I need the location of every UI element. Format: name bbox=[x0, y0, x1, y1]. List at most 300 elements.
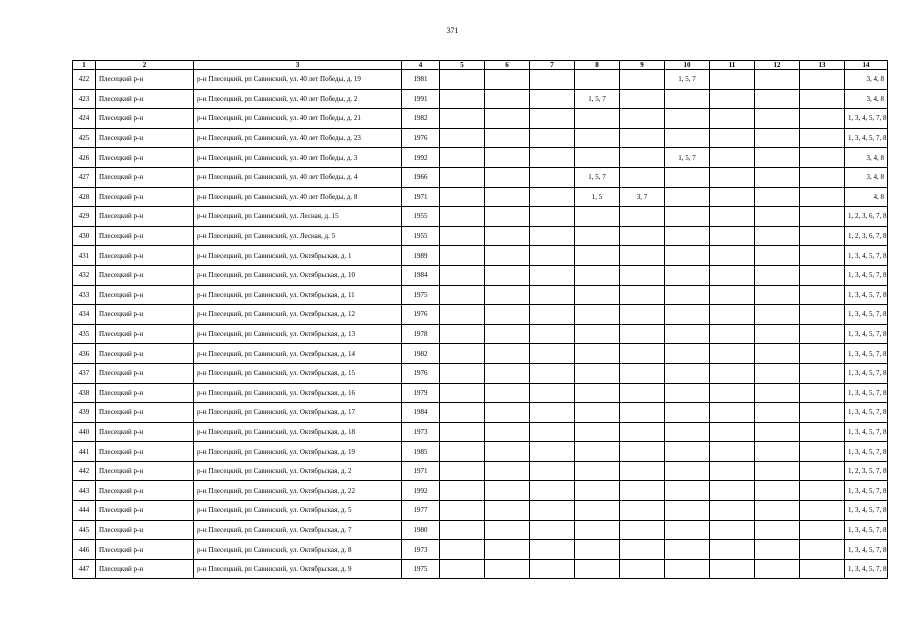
col6-cell bbox=[485, 540, 530, 560]
col13-cell bbox=[800, 207, 845, 227]
col13-cell bbox=[800, 461, 845, 481]
col11-cell bbox=[710, 403, 755, 423]
col10-cell bbox=[665, 89, 710, 109]
district-cell: Плесецкий р-н bbox=[96, 265, 194, 285]
col14-cell: 1, 3, 4, 5, 7, 8 bbox=[845, 109, 888, 129]
col5-cell bbox=[440, 324, 485, 344]
col14-cell: 1, 2, 3, 6, 7, 8 bbox=[845, 226, 888, 246]
col8-cell: 1, 5 bbox=[575, 187, 620, 207]
col12-cell bbox=[755, 70, 800, 90]
table-row bbox=[73, 422, 888, 442]
district-cell: Плесецкий р-н bbox=[96, 344, 194, 364]
table-row bbox=[73, 285, 888, 305]
col12-cell bbox=[755, 559, 800, 579]
row-number-cell: 442 bbox=[73, 461, 96, 481]
col6-cell bbox=[485, 344, 530, 364]
col6-cell bbox=[485, 324, 530, 344]
col12-cell bbox=[755, 540, 800, 560]
col13-cell bbox=[800, 265, 845, 285]
year-cell: 1982 bbox=[402, 109, 440, 129]
col13-cell bbox=[800, 70, 845, 90]
col9-cell bbox=[620, 520, 665, 540]
col8-cell bbox=[575, 559, 620, 579]
registry-table bbox=[72, 60, 888, 579]
row-number-cell: 425 bbox=[73, 128, 96, 148]
address-cell: р-н Плесецкий, рп Савинский, ул. Октябрьская, д. 18 bbox=[194, 422, 402, 442]
col6-cell bbox=[485, 285, 530, 305]
col8-cell bbox=[575, 344, 620, 364]
district-cell: Плесецкий р-н bbox=[96, 403, 194, 423]
col5-cell bbox=[440, 383, 485, 403]
address-cell: р-н Плесецкий, рп Савинский, ул. Октябрьская, д. 12 bbox=[194, 305, 402, 325]
col14-cell: 3, 4, 8 bbox=[845, 70, 888, 90]
col8-cell bbox=[575, 226, 620, 246]
col14-cell: 1, 3, 4, 5, 7, 8 bbox=[845, 363, 888, 383]
col9-cell bbox=[620, 540, 665, 560]
col9-cell bbox=[620, 344, 665, 364]
col10-cell: 1, 5, 7 bbox=[665, 148, 710, 168]
col13-cell bbox=[800, 167, 845, 187]
col10-cell bbox=[665, 383, 710, 403]
col9-cell bbox=[620, 501, 665, 521]
col11-cell bbox=[710, 187, 755, 207]
col6-cell bbox=[485, 501, 530, 521]
year-cell: 1978 bbox=[402, 324, 440, 344]
col12-cell bbox=[755, 383, 800, 403]
col7-cell bbox=[530, 128, 575, 148]
district-cell: Плесецкий р-н bbox=[96, 246, 194, 266]
col5-cell bbox=[440, 442, 485, 462]
row-number-cell: 435 bbox=[73, 324, 96, 344]
column-header: 6 bbox=[485, 61, 530, 70]
col9-cell bbox=[620, 207, 665, 227]
row-number-cell: 429 bbox=[73, 207, 96, 227]
year-cell: 1992 bbox=[402, 481, 440, 501]
district-cell: Плесецкий р-н bbox=[96, 520, 194, 540]
district-cell: Плесецкий р-н bbox=[96, 305, 194, 325]
address-cell: р-н Плесецкий, рп Савинский, ул. Лесная, д. 5 bbox=[194, 226, 402, 246]
district-cell: Плесецкий р-н bbox=[96, 167, 194, 187]
year-cell: 1982 bbox=[402, 344, 440, 364]
col12-cell bbox=[755, 461, 800, 481]
col14-cell: 1, 3, 4, 5, 7, 8 bbox=[845, 501, 888, 521]
col11-cell bbox=[710, 559, 755, 579]
col7-cell bbox=[530, 109, 575, 129]
column-header: 9 bbox=[620, 61, 665, 70]
col13-cell bbox=[800, 246, 845, 266]
year-cell: 1966 bbox=[402, 167, 440, 187]
district-cell: Плесецкий р-н bbox=[96, 285, 194, 305]
col11-cell bbox=[710, 461, 755, 481]
col7-cell bbox=[530, 265, 575, 285]
table-row bbox=[73, 403, 888, 423]
district-cell: Плесецкий р-н bbox=[96, 422, 194, 442]
col12-cell bbox=[755, 344, 800, 364]
col12-cell bbox=[755, 109, 800, 129]
col12-cell bbox=[755, 167, 800, 187]
table-row bbox=[73, 246, 888, 266]
col9-cell bbox=[620, 383, 665, 403]
row-number-cell: 428 bbox=[73, 187, 96, 207]
row-number-cell: 423 bbox=[73, 89, 96, 109]
col5-cell bbox=[440, 559, 485, 579]
address-cell: р-н Плесецкий, рп Савинский, ул. 40 лет Победы, д. 3 bbox=[194, 148, 402, 168]
column-header: 5 bbox=[440, 61, 485, 70]
col12-cell bbox=[755, 363, 800, 383]
col9-cell bbox=[620, 403, 665, 423]
col11-cell bbox=[710, 285, 755, 305]
col10-cell bbox=[665, 285, 710, 305]
col11-cell bbox=[710, 70, 755, 90]
year-cell: 1980 bbox=[402, 520, 440, 540]
table-row bbox=[73, 109, 888, 129]
col14-cell: 1, 3, 4, 5, 7, 8 bbox=[845, 246, 888, 266]
col8-cell bbox=[575, 481, 620, 501]
col13-cell bbox=[800, 403, 845, 423]
col5-cell bbox=[440, 540, 485, 560]
col6-cell bbox=[485, 148, 530, 168]
row-number-cell: 447 bbox=[73, 559, 96, 579]
col9-cell bbox=[620, 109, 665, 129]
address-cell: р-н Плесецкий, рп Савинский, ул. Октябрьская, д. 22 bbox=[194, 481, 402, 501]
col11-cell bbox=[710, 501, 755, 521]
col5-cell bbox=[440, 305, 485, 325]
year-cell: 1955 bbox=[402, 207, 440, 227]
row-number-cell: 427 bbox=[73, 167, 96, 187]
row-number-cell: 443 bbox=[73, 481, 96, 501]
district-cell: Плесецкий р-н bbox=[96, 559, 194, 579]
year-cell: 1992 bbox=[402, 148, 440, 168]
col7-cell bbox=[530, 461, 575, 481]
col13-cell bbox=[800, 501, 845, 521]
col14-cell: 1, 3, 4, 5, 7, 8 bbox=[845, 128, 888, 148]
col10-cell bbox=[665, 167, 710, 187]
col11-cell bbox=[710, 148, 755, 168]
row-number-cell: 430 bbox=[73, 226, 96, 246]
address-cell: р-н Плесецкий, рп Савинский, ул. Октябрьская, д. 17 bbox=[194, 403, 402, 423]
row-number-cell: 433 bbox=[73, 285, 96, 305]
table-row bbox=[73, 559, 888, 579]
table-row bbox=[73, 520, 888, 540]
year-cell: 1971 bbox=[402, 187, 440, 207]
col5-cell bbox=[440, 285, 485, 305]
col8-cell bbox=[575, 109, 620, 129]
col11-cell bbox=[710, 305, 755, 325]
col8-cell bbox=[575, 207, 620, 227]
col12-cell bbox=[755, 324, 800, 344]
table-row bbox=[73, 207, 888, 227]
col9-cell bbox=[620, 422, 665, 442]
col8-cell: 1, 5, 7 bbox=[575, 89, 620, 109]
col9-cell bbox=[620, 305, 665, 325]
col8-cell bbox=[575, 305, 620, 325]
row-number-cell: 422 bbox=[73, 70, 96, 90]
col13-cell bbox=[800, 540, 845, 560]
year-cell: 1975 bbox=[402, 285, 440, 305]
address-cell: р-н Плесецкий, рп Савинский, ул. Октябрьская, д. 14 bbox=[194, 344, 402, 364]
col8-cell bbox=[575, 246, 620, 266]
col6-cell bbox=[485, 187, 530, 207]
column-header: 13 bbox=[800, 61, 845, 70]
address-cell: р-н Плесецкий, рп Савинский, ул. Лесная, д. 15 bbox=[194, 207, 402, 227]
col11-cell bbox=[710, 520, 755, 540]
col10-cell bbox=[665, 540, 710, 560]
table-row bbox=[73, 128, 888, 148]
col6-cell bbox=[485, 70, 530, 90]
col12-cell bbox=[755, 246, 800, 266]
address-cell: р-н Плесецкий, рп Савинский, ул. 40 лет Победы, д. 8 bbox=[194, 187, 402, 207]
col14-cell: 3, 4, 8 bbox=[845, 89, 888, 109]
col5-cell bbox=[440, 187, 485, 207]
col14-cell: 3, 4, 8 bbox=[845, 167, 888, 187]
col9-cell bbox=[620, 89, 665, 109]
col10-cell bbox=[665, 265, 710, 285]
col11-cell bbox=[710, 481, 755, 501]
col5-cell bbox=[440, 363, 485, 383]
col6-cell bbox=[485, 559, 530, 579]
col10-cell bbox=[665, 109, 710, 129]
col5-cell bbox=[440, 265, 485, 285]
col11-cell bbox=[710, 540, 755, 560]
col14-cell: 1, 3, 4, 5, 7, 8 bbox=[845, 344, 888, 364]
address-cell: р-н Плесецкий, рп Савинский, ул. Октябрьская, д. 13 bbox=[194, 324, 402, 344]
col11-cell bbox=[710, 207, 755, 227]
col11-cell bbox=[710, 167, 755, 187]
col9-cell bbox=[620, 265, 665, 285]
col12-cell bbox=[755, 501, 800, 521]
district-cell: Плесецкий р-н bbox=[96, 383, 194, 403]
district-cell: Плесецкий р-н bbox=[96, 461, 194, 481]
address-cell: р-н Плесецкий, рп Савинский, ул. Октябрьская, д. 11 bbox=[194, 285, 402, 305]
col14-cell: 1, 3, 4, 5, 7, 8 bbox=[845, 442, 888, 462]
address-cell: р-н Плесецкий, рп Савинский, ул. Октябрьская, д. 8 bbox=[194, 540, 402, 560]
col13-cell bbox=[800, 148, 845, 168]
col13-cell bbox=[800, 89, 845, 109]
col12-cell bbox=[755, 187, 800, 207]
col11-cell bbox=[710, 324, 755, 344]
col13-cell bbox=[800, 128, 845, 148]
col12-cell bbox=[755, 128, 800, 148]
col9-cell bbox=[620, 324, 665, 344]
address-cell: р-н Плесецкий, рп Савинский, ул. Октябрьская, д. 5 bbox=[194, 501, 402, 521]
page-number: 371 bbox=[446, 26, 459, 35]
column-header: 2 bbox=[96, 61, 194, 70]
col6-cell bbox=[485, 167, 530, 187]
year-cell: 1981 bbox=[402, 70, 440, 90]
col9-cell: 3, 7 bbox=[620, 187, 665, 207]
col9-cell bbox=[620, 70, 665, 90]
district-cell: Плесецкий р-н bbox=[96, 481, 194, 501]
col5-cell bbox=[440, 246, 485, 266]
col8-cell: 1, 5, 7 bbox=[575, 167, 620, 187]
col10-cell bbox=[665, 461, 710, 481]
col7-cell bbox=[530, 501, 575, 521]
row-number-cell: 446 bbox=[73, 540, 96, 560]
col11-cell bbox=[710, 226, 755, 246]
table-row bbox=[73, 148, 888, 168]
column-header: 12 bbox=[755, 61, 800, 70]
col14-cell: 1, 2, 3, 5, 7, 8 bbox=[845, 461, 888, 481]
col6-cell bbox=[485, 442, 530, 462]
col9-cell bbox=[620, 148, 665, 168]
col10-cell bbox=[665, 246, 710, 266]
col11-cell bbox=[710, 344, 755, 364]
year-cell: 1971 bbox=[402, 461, 440, 481]
row-number-cell: 432 bbox=[73, 265, 96, 285]
col12-cell bbox=[755, 285, 800, 305]
column-header: 1 bbox=[73, 61, 96, 70]
table-body bbox=[73, 70, 888, 579]
col6-cell bbox=[485, 461, 530, 481]
year-cell: 1976 bbox=[402, 363, 440, 383]
col5-cell bbox=[440, 461, 485, 481]
address-cell: р-н Плесецкий, рп Савинский, ул. Октябрьская, д. 10 bbox=[194, 265, 402, 285]
column-header: 3 bbox=[194, 61, 402, 70]
table-row bbox=[73, 324, 888, 344]
year-cell: 1973 bbox=[402, 422, 440, 442]
col6-cell bbox=[485, 207, 530, 227]
col10-cell bbox=[665, 559, 710, 579]
col13-cell bbox=[800, 285, 845, 305]
district-cell: Плесецкий р-н bbox=[96, 148, 194, 168]
col8-cell bbox=[575, 383, 620, 403]
col14-cell: 1, 2, 3, 6, 7, 8 bbox=[845, 207, 888, 227]
address-cell: р-н Плесецкий, рп Савинский, ул. Октябрьская, д. 9 bbox=[194, 559, 402, 579]
col14-cell: 1, 3, 4, 5, 7, 8 bbox=[845, 559, 888, 579]
col8-cell bbox=[575, 128, 620, 148]
year-cell: 1975 bbox=[402, 559, 440, 579]
table-row bbox=[73, 442, 888, 462]
col13-cell bbox=[800, 422, 845, 442]
col7-cell bbox=[530, 305, 575, 325]
col11-cell bbox=[710, 383, 755, 403]
col8-cell bbox=[575, 442, 620, 462]
district-cell: Плесецкий р-н bbox=[96, 187, 194, 207]
column-header: 4 bbox=[402, 61, 440, 70]
address-cell: р-н Плесецкий, рп Савинский, ул. Октябрьская, д. 15 bbox=[194, 363, 402, 383]
year-cell: 1976 bbox=[402, 305, 440, 325]
col6-cell bbox=[485, 226, 530, 246]
col12-cell bbox=[755, 403, 800, 423]
col14-cell: 1, 3, 4, 5, 7, 8 bbox=[845, 305, 888, 325]
col13-cell bbox=[800, 324, 845, 344]
col12-cell bbox=[755, 442, 800, 462]
address-cell: р-н Плесецкий, рп Савинский, ул. Октябрьская, д. 7 bbox=[194, 520, 402, 540]
col7-cell bbox=[530, 559, 575, 579]
col13-cell bbox=[800, 481, 845, 501]
col6-cell bbox=[485, 520, 530, 540]
col11-cell bbox=[710, 363, 755, 383]
district-cell: Плесецкий р-н bbox=[96, 442, 194, 462]
col5-cell bbox=[440, 226, 485, 246]
col7-cell bbox=[530, 481, 575, 501]
header-row bbox=[73, 61, 888, 70]
row-number-cell: 426 bbox=[73, 148, 96, 168]
col14-cell: 1, 3, 4, 5, 7, 8 bbox=[845, 285, 888, 305]
col12-cell bbox=[755, 520, 800, 540]
row-number-cell: 437 bbox=[73, 363, 96, 383]
col7-cell bbox=[530, 148, 575, 168]
col7-cell bbox=[530, 540, 575, 560]
col7-cell bbox=[530, 226, 575, 246]
col11-cell bbox=[710, 422, 755, 442]
col8-cell bbox=[575, 324, 620, 344]
col13-cell bbox=[800, 344, 845, 364]
row-number-cell: 436 bbox=[73, 344, 96, 364]
col10-cell bbox=[665, 324, 710, 344]
district-cell: Плесецкий р-н bbox=[96, 207, 194, 227]
col7-cell bbox=[530, 442, 575, 462]
table-row bbox=[73, 167, 888, 187]
district-cell: Плесецкий р-н bbox=[96, 70, 194, 90]
col8-cell bbox=[575, 422, 620, 442]
col10-cell bbox=[665, 363, 710, 383]
col14-cell: 1, 3, 4, 5, 7, 8 bbox=[845, 403, 888, 423]
col5-cell bbox=[440, 207, 485, 227]
col14-cell: 4, 8 bbox=[845, 187, 888, 207]
col10-cell bbox=[665, 207, 710, 227]
col6-cell bbox=[485, 305, 530, 325]
table-row bbox=[73, 540, 888, 560]
col14-cell: 1, 3, 4, 5, 7, 8 bbox=[845, 520, 888, 540]
col8-cell bbox=[575, 148, 620, 168]
address-cell: р-н Плесецкий, рп Савинский, ул. 40 лет Победы, д. 23 bbox=[194, 128, 402, 148]
district-cell: Плесецкий р-н bbox=[96, 226, 194, 246]
district-cell: Плесецкий р-н bbox=[96, 501, 194, 521]
col6-cell bbox=[485, 481, 530, 501]
year-cell: 1985 bbox=[402, 442, 440, 462]
row-number-cell: 434 bbox=[73, 305, 96, 325]
col6-cell bbox=[485, 89, 530, 109]
col7-cell bbox=[530, 70, 575, 90]
col11-cell bbox=[710, 442, 755, 462]
col10-cell bbox=[665, 442, 710, 462]
col10-cell bbox=[665, 501, 710, 521]
col6-cell bbox=[485, 363, 530, 383]
col13-cell bbox=[800, 442, 845, 462]
col10-cell bbox=[665, 422, 710, 442]
col7-cell bbox=[530, 344, 575, 364]
col5-cell bbox=[440, 403, 485, 423]
year-cell: 1955 bbox=[402, 226, 440, 246]
col5-cell bbox=[440, 128, 485, 148]
col13-cell bbox=[800, 305, 845, 325]
col7-cell bbox=[530, 383, 575, 403]
col10-cell: 1, 5, 7 bbox=[665, 70, 710, 90]
col10-cell bbox=[665, 403, 710, 423]
col10-cell bbox=[665, 344, 710, 364]
col7-cell bbox=[530, 403, 575, 423]
col8-cell bbox=[575, 265, 620, 285]
col6-cell bbox=[485, 265, 530, 285]
year-cell: 1984 bbox=[402, 403, 440, 423]
col13-cell bbox=[800, 363, 845, 383]
table-row bbox=[73, 344, 888, 364]
year-cell: 1977 bbox=[402, 501, 440, 521]
address-cell: р-н Плесецкий, рп Савинский, ул. Октябрьская, д. 16 bbox=[194, 383, 402, 403]
column-header: 10 bbox=[665, 61, 710, 70]
col5-cell bbox=[440, 167, 485, 187]
col12-cell bbox=[755, 481, 800, 501]
col7-cell bbox=[530, 363, 575, 383]
col14-cell: 1, 3, 4, 5, 7, 8 bbox=[845, 324, 888, 344]
col5-cell bbox=[440, 501, 485, 521]
col14-cell: 1, 3, 4, 5, 7, 8 bbox=[845, 481, 888, 501]
col8-cell bbox=[575, 501, 620, 521]
table-row bbox=[73, 305, 888, 325]
table-row bbox=[73, 226, 888, 246]
col9-cell bbox=[620, 246, 665, 266]
